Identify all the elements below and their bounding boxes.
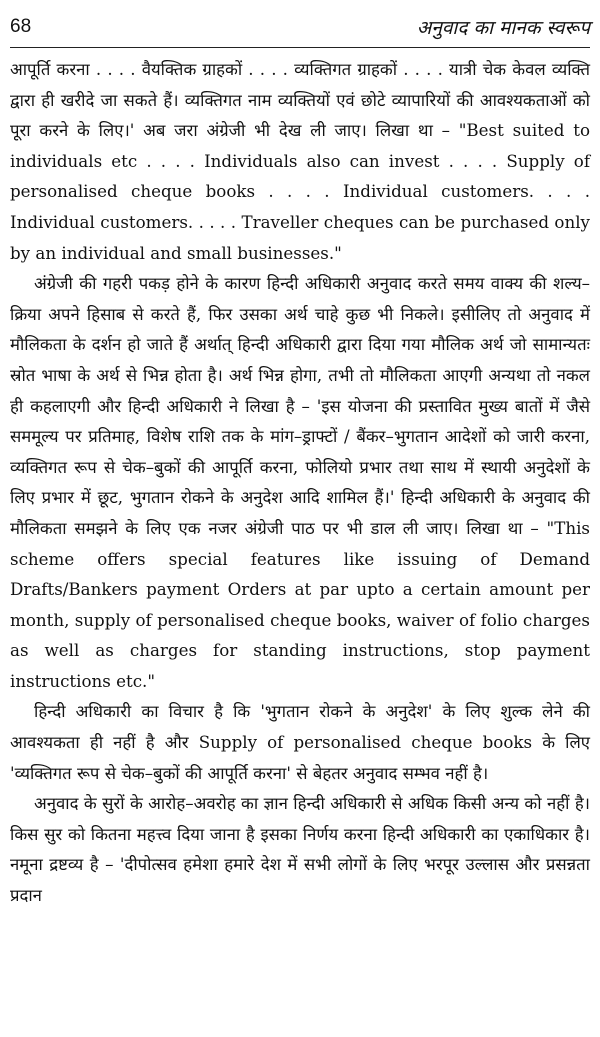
- body-text: [10, 54, 590, 911]
- running-title: अनुवाद का मानक स्वरूप: [416, 17, 590, 39]
- page-header: [10, 14, 590, 48]
- paragraph-2: अंग्रेजी की गहरी पकड़ होने के कारण हिन्दी अधिकारी अनुवाद करते समय वाक्य की शल्य–क्रिया अपने हिसाब से करते हैं, फिर उसका अर्थ चाहे कुछ भी निकले। इसीलिए तो अनुवाद में मौलिकता के दर्शन हो जाते हैं अर्थात् हिन्दी अधिकारी द्वारा दिया गया मौलिक अर्थ जो सामान्यतः स्रोत भाषा के अर्थ से भिन्न होता है। अर्थ भिन्न होगा, तभी तो मौलिकता आएगी अन्यथा तो नकल ही कहलाएगी और हिन्दी अधिकारी ने लिखा है – 'इस योजना की प्रस्तावित मुख्य बातों में जैसे सममूल्य पर प्रतिमाह, विशेष राशि तक के मांग–ड्राफ्टों / बैंकर–भुगतान आदेशों को जारी करना, व्यक्तिगत रूप से चेक–बुकों की आपूर्ति करना, फोलियो प्रभार तथा साथ में स्थायी अनुदेशों के लिए प्रभार में छूट, भुगतान रोकने के अनुदेश आदि शामिल हैं।' हिन्दी अधिकारी के अनुवाद की मौलिकता समझने के लिए एक नजर अंग्रेजी पाठ पर भी डाल ली जाए। लिखा था – "This scheme offers special features like issuing of Demand Drafts/Bankers payment Orders at par upto a certain amount per month, supply of personalised cheque books, waiver of folio charges as well as charges for standing instructions, stop payment instructions etc.": [10, 273, 590, 691]
- paragraph-3: हिन्दी अधिकारी का विचार है कि 'भुगतान रोकने के अनुदेश' के लिए शुल्क लेने की आवश्यकता ही नहीं है और Supply of personalised cheque books के लिए 'व्यक्तिगत रूप से चेक–बुकों की आपूर्ति करना' से बेहतर अनुवाद सम्भव नहीं है।: [10, 701, 590, 783]
- paragraph-1: आपूर्ति करना . . . . वैयक्तिक ग्राहकों . . . . व्यक्तिगत ग्राहकों . . . . यात्री चेक केवल व्यक्ति द्वारा ही खरीदे जा सकते हैं। व्यक्तिगत नाम व्यक्तियों एवं छोटे व्यापारियों की आवश्यकताओं को पूरा करने के लिए।' अब जरा अंग्रेजी भी देख ली जाए। लिखा था – "Best suited to individuals etc . . . . Individuals also can invest . . . . Supply of personalised cheque books . . . . Individual customers. . . . Individual customers. . . . . Traveller cheques can be purchased only by an individual and small businesses.": [10, 59, 590, 263]
- page-number: 68: [10, 16, 32, 37]
- paragraph-4: अनुवाद के सुरों के आरोह–अवरोह का ज्ञान हिन्दी अधिकारी से अधिक किसी अन्य को नहीं है। किस सुर को कितना महत्त्व दिया जाना है इसका निर्णय करना हिन्दी अधिकारी का एकाधिकार है। नमूना द्रष्टव्य है – 'दीपोत्सव हमेशा हमारे देश में सभी लोगों के लिए भरपूर उल्लास और प्रसन्नता प्रदान: [10, 793, 590, 906]
